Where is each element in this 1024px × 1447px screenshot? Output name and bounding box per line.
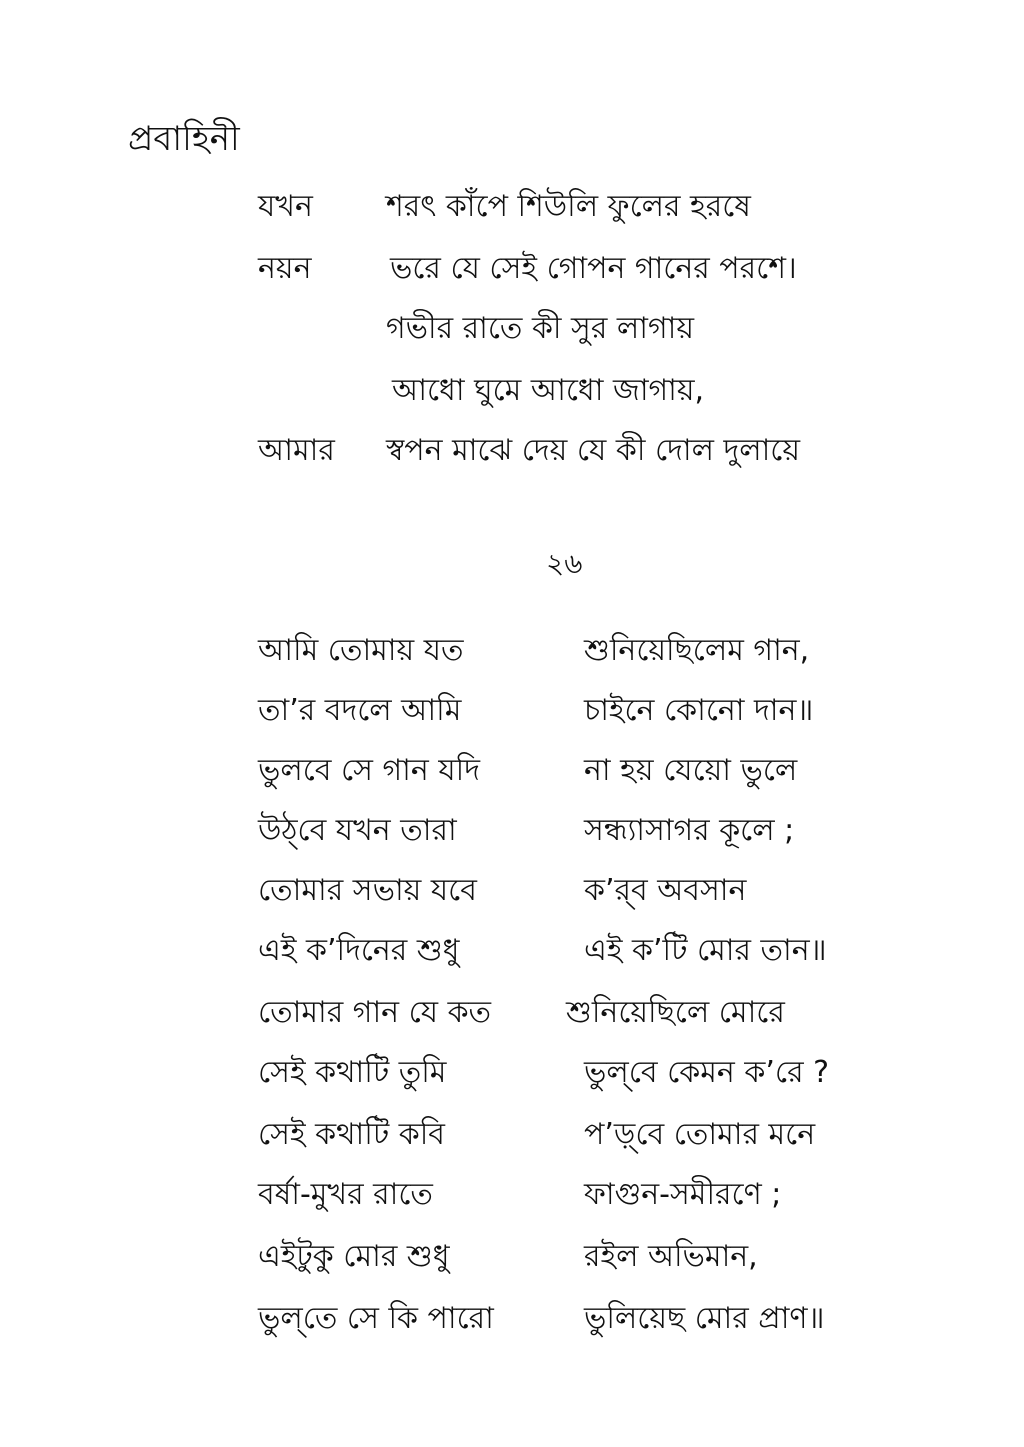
song-line-left: আমি তোমায় যত [258, 633, 464, 668]
verse-line-text: শরৎ কাঁপে শিউলি ফুলের হরষে [386, 189, 751, 224]
verse-line [0, 244, 1024, 294]
song-line-right: ক’র্‌ব অবসান [584, 873, 747, 908]
song-line-left: তা’র বদলে আমি [258, 693, 462, 728]
song-line-left: এই ক’দিনের শুধু [258, 933, 460, 968]
song-line-right: এই ক’টি মোর তান॥ [584, 933, 827, 968]
song-number: ২৬ [546, 547, 583, 580]
verse-line-text: গভীর রাতে কী সুর লাগায় [386, 311, 694, 346]
song-line-left: উঠ্‌বে যখন তারা [258, 813, 457, 848]
song-line-right: ভুলিয়েছ মোর প্রাণ॥ [584, 1301, 825, 1336]
song-line-left: তোমার গান যে কত [258, 995, 492, 1030]
song-line-right: না হয় যেয়ো ভুলে [584, 753, 798, 788]
song-line-left: সেই কথাটি তুমি [258, 1055, 447, 1090]
song-line-right: ভুল্‌বে কেমন ক’রে ? [584, 1055, 830, 1090]
verse-line [0, 182, 1024, 232]
song-line-right: শুনিয়েছিলেম গান, [584, 633, 810, 668]
verse-line [0, 366, 1024, 416]
song-line-right: রইল অভিমান, [584, 1239, 758, 1274]
verse-line-label: যখন [258, 189, 313, 224]
song-line-right: সন্ধ্যাসাগর কূলে ; [584, 813, 795, 848]
song-line-left: বর্ষা-মুখর রাতে [258, 1177, 433, 1212]
song-line-left: সেই কথাটি কবি [258, 1117, 445, 1152]
song-line-left: ভুল্‌তে সে কি পারো [258, 1301, 494, 1336]
verse-line [0, 304, 1024, 354]
verse-line-label: নয়ন [258, 251, 312, 286]
song-line-right: প’ড়্‌বে তোমার মনে [584, 1117, 816, 1152]
verse-line-label: আমার [258, 433, 335, 468]
song-line-right: শুনিয়েছিলে মোরে [566, 995, 785, 1030]
running-head: প্রবাহিনী [128, 119, 240, 159]
verse-line-text: ভরে যে সেই গোপন গানের পরশে। [390, 251, 797, 286]
verse-line-text: আধো ঘুমে আধো জাগায়, [392, 373, 705, 408]
song-line-right: চাইনে কোনো দান॥ [584, 693, 814, 728]
verse-line-text: স্বপন মাঝে দেয় যে কী দোল দুলায়ে [386, 433, 801, 468]
song-line-right: ফাগুন-সমীরণে ; [584, 1177, 782, 1212]
verse-line [0, 426, 1024, 476]
song-line-left: ভুলবে সে গান যদি [258, 753, 480, 788]
song-line-left: এইটুকু মোর শুধু [258, 1239, 450, 1274]
song-line-left: তোমার সভায় যবে [258, 873, 477, 908]
